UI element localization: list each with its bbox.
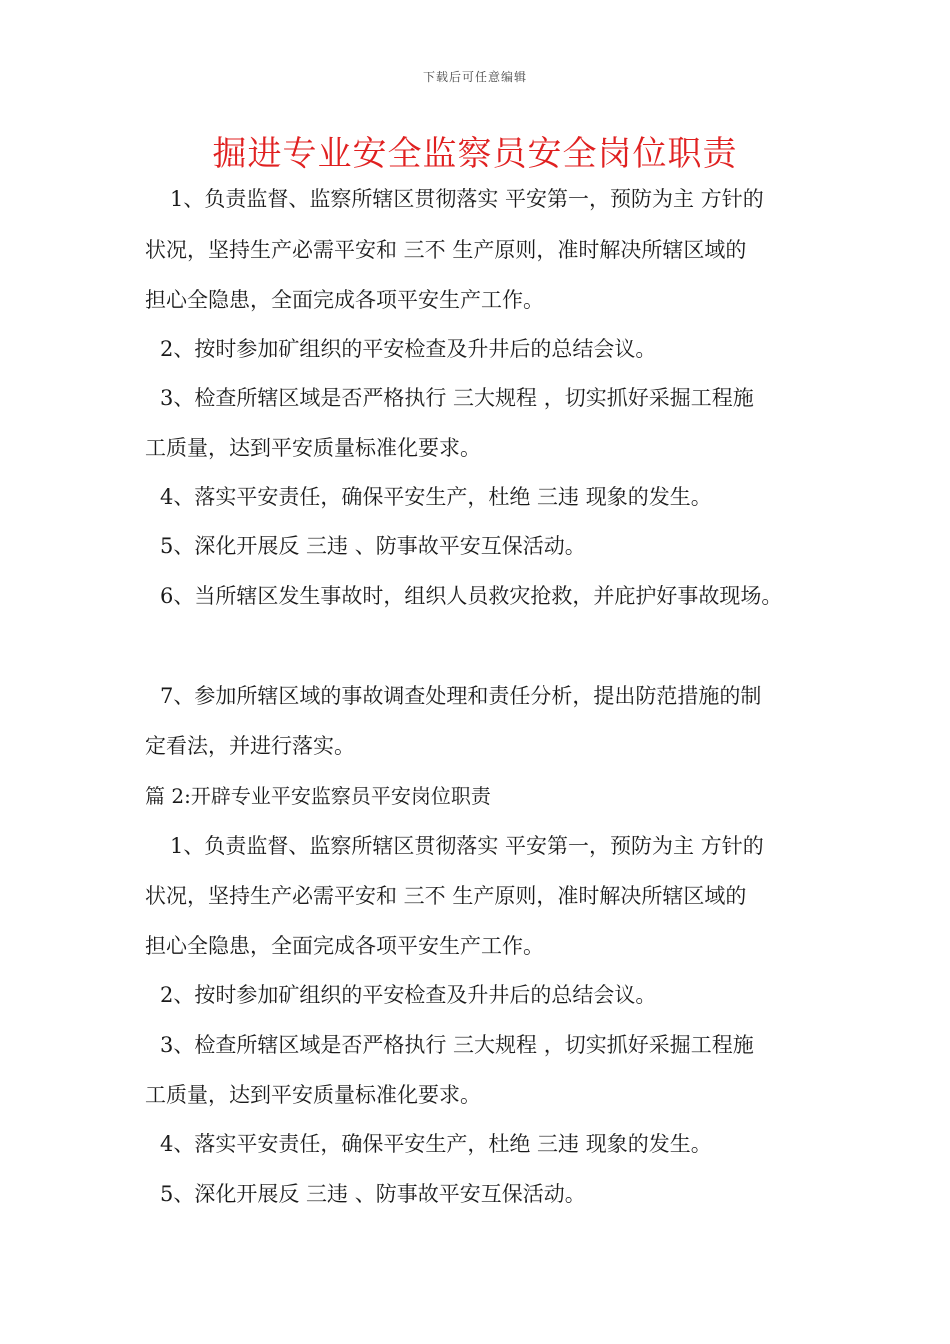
section-heading: 篇 2:开辟专业平安监察员平安岗位职责 (145, 784, 491, 808)
paragraph-line: 3、检查所辖区域是否严格执行 三大规程 ，切实抓好采掘工程施 (160, 1033, 754, 1057)
paragraph-line: 1、负责监督、监察所辖区贯彻落实 平安第一，预防为主 方针的 (170, 834, 764, 858)
paragraph-line: 状况，坚持生产必需平安和 三不 生产原则，准时解决所辖区域的 (145, 238, 747, 262)
paragraph-line: 担心全隐患，全面完成各项平安生产工作。 (145, 288, 544, 312)
paragraph-line: 2、按时参加矿组织的平安检查及升井后的总结会议。 (160, 337, 657, 361)
document-title: 掘进专业安全监察员安全岗位职责 (212, 134, 738, 174)
paragraph-line: 定看法，并进行落实。 (145, 734, 355, 758)
header-note: 下载后可任意编辑 (422, 70, 527, 84)
paragraph-line: 4、落实平安责任，确保平安生产，杜绝 三违 现象的发生。 (160, 1132, 712, 1156)
paragraph-line: 4、落实平安责任，确保平安生产，杜绝 三违 现象的发生。 (160, 485, 712, 509)
paragraph-line: 5、深化开展反 三违 、防事故平安互保活动。 (160, 1182, 586, 1206)
paragraph-line: 工质量，达到平安质量标准化要求。 (145, 436, 481, 460)
paragraph-line: 7、参加所辖区域的事故调查处理和责任分析，提出防范措施的制 (160, 684, 762, 708)
paragraph-line: 担心全隐患，全面完成各项平安生产工作。 (145, 934, 544, 958)
paragraph-line: 3、检查所辖区域是否严格执行 三大规程 ，切实抓好采掘工程施 (160, 386, 754, 410)
paragraph-line: 5、深化开展反 三违 、防事故平安互保活动。 (160, 534, 586, 558)
paragraph-line: 6、当所辖区发生事故时，组织人员救灾抢救，并庇护好事故现场。 (160, 584, 783, 608)
paragraph-line: 1、负责监督、监察所辖区贯彻落实 平安第一，预防为主 方针的 (170, 187, 764, 211)
paragraph-line: 工质量，达到平安质量标准化要求。 (145, 1083, 481, 1107)
paragraph-line: 状况，坚持生产必需平安和 三不 生产原则，准时解决所辖区域的 (145, 884, 747, 908)
paragraph-line: 2、按时参加矿组织的平安检查及升井后的总结会议。 (160, 983, 657, 1007)
